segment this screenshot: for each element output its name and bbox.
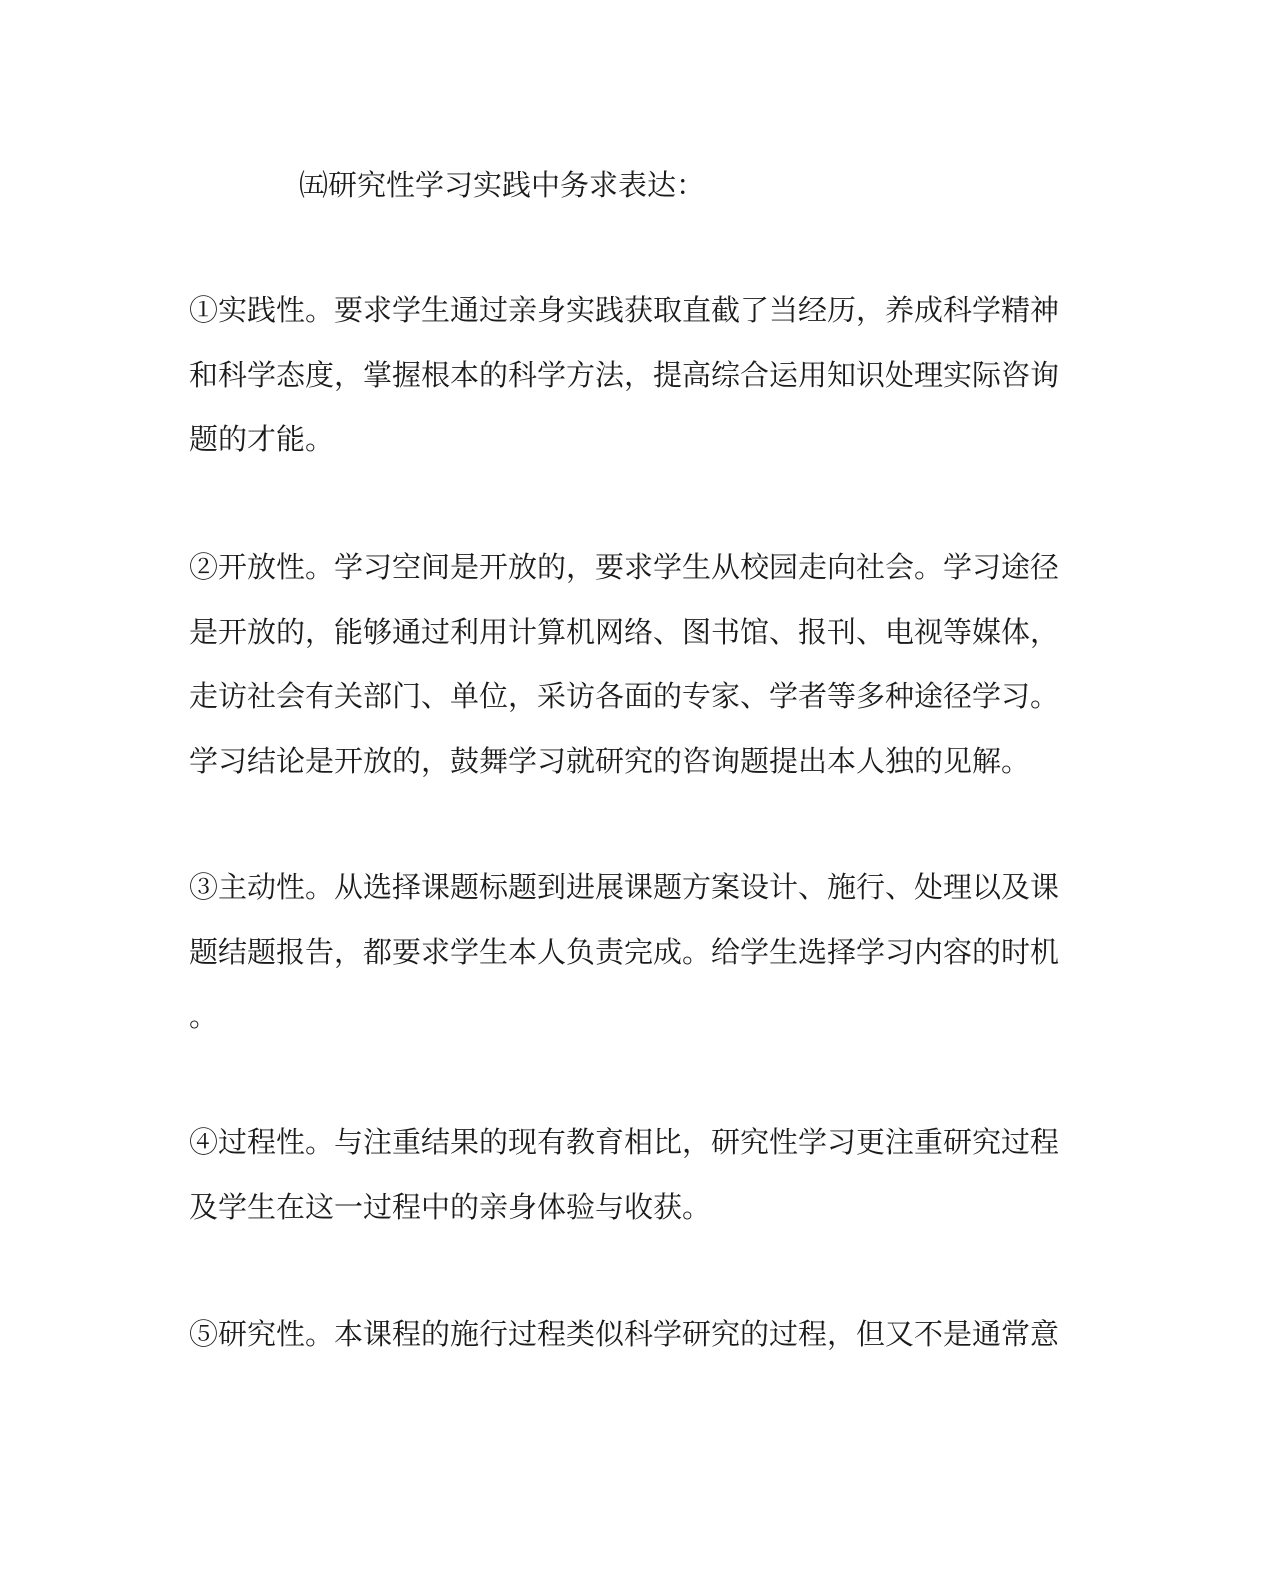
paragraph-line: 。 (189, 999, 219, 1033)
paragraph-line: ④过程性。与注重结果的现有教育相比，研究性学习更注重研究过程 (189, 1125, 1060, 1159)
paragraph-line: ①实践性。要求学生通过亲身实践获取直截了当经历，养成科学精神 (189, 293, 1060, 327)
paragraph-line: ②开放性。学习空间是开放的，要求学生从校园走向社会。学习途径 (189, 550, 1060, 584)
paragraph-line: ③主动性。从选择课题标题到进展课题方案设计、施行、处理以及课 (189, 870, 1060, 904)
paragraph-openness (189, 535, 1069, 793)
paragraph-line: 走访社会有关部门、单位，采访各面的专家、学者等多种途径学习。 (189, 679, 1060, 713)
paragraph-line: 学习结论是开放的，鼓舞学习就研究的咨询题提出本人独的见解。 (189, 743, 1031, 778)
paragraph-process (189, 1110, 1069, 1239)
paragraph-line: ⑤研究性。本课程的施行过程类似科学研究的过程，但又不是通常意 (189, 1317, 1060, 1351)
paragraph-line: 题结题报告，都要求学生本人负责完成。给学生选择学习内容的时机 (189, 934, 1060, 969)
paragraph-line: 题的才能。 (189, 422, 335, 456)
paragraph-practicality (189, 278, 1069, 472)
paragraph-line: 和科学态度，掌握根本的科学方法，提高综合运用知识处理实际咨询 (189, 357, 1060, 392)
paragraph-initiative (189, 855, 1069, 1049)
paragraph-line: 是开放的，能够通过利用计算机网络、图书馆、报刊、电视等媒体， (189, 614, 1060, 649)
paragraph-research (189, 1302, 1069, 1367)
section-heading: ㈤研究性学习实践中务求表达： (299, 168, 706, 202)
paragraph-line: 及学生在这一过程中的亲身体验与收获。 (189, 1189, 712, 1224)
